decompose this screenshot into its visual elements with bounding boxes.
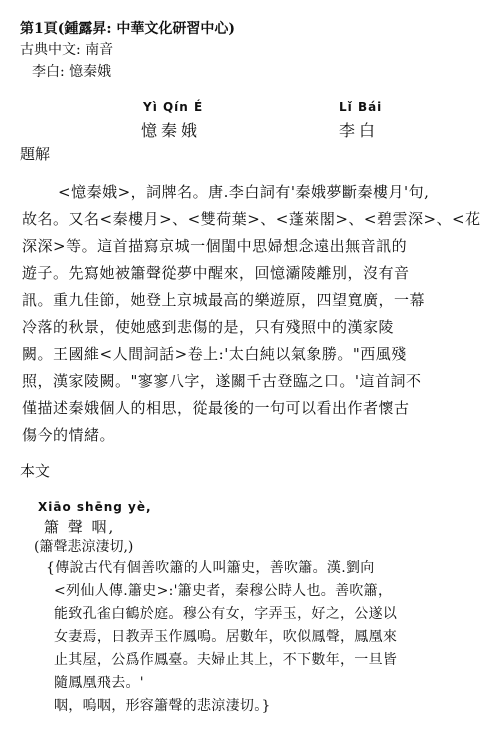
explanation-line: <憶秦娥>，詞牌名。唐.李白詞有'秦娥夢斷秦樓月'句,	[58, 183, 430, 201]
verse-pinyin: Xiāo shēng yè,	[38, 500, 152, 514]
explanation-line: 冷落的秋景，使她感到悲傷的是，只有殘照中的漢家陵	[22, 318, 395, 336]
author-title-line: 李白: 憶秦娥	[32, 64, 112, 80]
explanation-heading: 題解	[20, 145, 51, 163]
note-line: 咽，嗚咽，形容簫聲的悲涼淒切。}	[54, 698, 271, 714]
note-line: 女妻焉，日教弄玉作鳳鳴。居數年，吹似鳳聲，鳳凰來	[54, 629, 398, 645]
poem-title: 憶秦娥	[141, 121, 202, 140]
explanation-line: 訊。重九佳節，她登上京城最高的樂遊原，四望寬廣，一幕	[22, 291, 426, 309]
explanation-line: 故名。又名<秦樓月>、<雙荷葉>、<蓬萊閣>、<碧雲深>、<花	[22, 210, 481, 228]
category-line: 古典中文: 南音	[20, 42, 114, 58]
author-pinyin: Lǐ Bái	[339, 100, 383, 114]
note-line: {傳說古代有個善吹簫的人叫簫史，善吹簫。漢.劉向	[46, 560, 375, 576]
verse-text: 簫 聲 咽,	[44, 518, 116, 536]
note-line: <列仙人傳.簫史>:'簫史者，秦穆公時人也。善吹簫，	[54, 583, 393, 599]
explanation-line: 深深>等。這首描寫京城一個閨中思婦想念遠出無音訊的	[22, 237, 408, 255]
note-line: 止其屋，公爲作鳳臺。夫婦止其上，不下數年，一旦皆	[54, 652, 398, 668]
explanation-line: 僅描述秦娥個人的相思，從最後的一句可以看出作者懷古	[22, 399, 410, 417]
explanation-line: 遊子。先寫她被簫聲從夢中醒來，回憶灞陵離別，沒有音	[22, 264, 410, 282]
explanation-line: 闕。王國維<人間詞話>卷上:'太白純以氣象勝。"西風殘	[22, 345, 407, 363]
text-heading: 本文	[20, 462, 51, 480]
page-header-line: 第1頁(鍾露昇: 中華文化研習中心)	[20, 21, 236, 37]
explanation-line: 照，漢家陵闕。"寥寥八字，遂關千古登臨之口。'這首詞不	[22, 372, 422, 390]
explanation-line: 傷今的情緒。	[22, 426, 116, 444]
note-line: 隨鳳凰飛去。'	[54, 675, 144, 691]
note-line: 能致孔雀白鶴於庭。穆公有女，字弄玉，好之，公遂以	[54, 606, 398, 622]
verse-gloss: (簫聲悲涼淒切,)	[34, 539, 134, 555]
title-pinyin: Yì Qín É	[143, 100, 204, 114]
poem-author: 李白	[339, 121, 380, 140]
